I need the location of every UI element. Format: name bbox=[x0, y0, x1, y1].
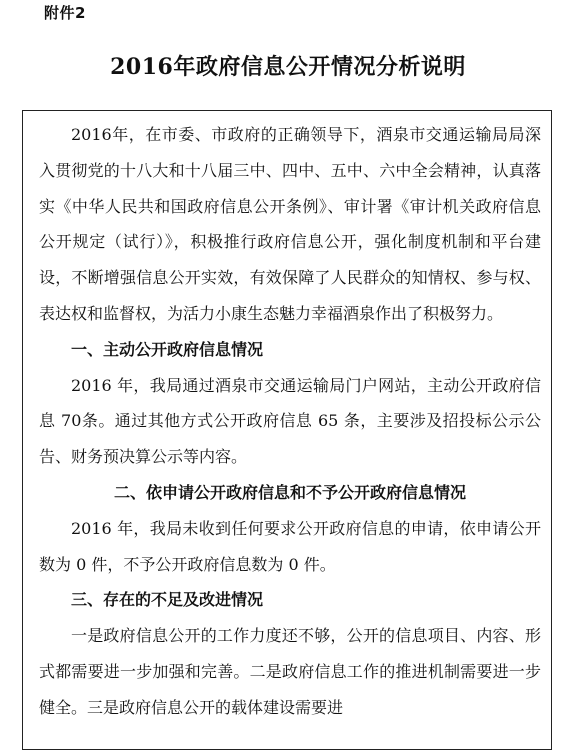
attachment-label: 附件2 bbox=[44, 4, 86, 22]
document-title: 2016年政府信息公开情况分析说明 bbox=[110, 54, 466, 80]
section-heading-shortcomings: 三、存在的不足及改进情况 bbox=[71, 590, 264, 610]
section-heading-application-disclosure: 二、依申请公开政府信息和不予公开政府信息情况 bbox=[113, 482, 466, 502]
section-body-application-disclosure: 2016 年，我局未收到任何要求公开政府信息的申请，依申请公开数为 0 件，不予公开政府信息数为 0 件。 bbox=[39, 518, 541, 574]
section-body-shortcomings: 一是政府信息公开的工作力度还不够，公开的信息项目、内容、形式都需要进一步加强和完善。二是政府信息工作的推进机制需要进一步健全。三是政府信息公开的载体建设需要进 bbox=[39, 626, 541, 717]
section-body-proactive-disclosure: 2016 年，我局通过酒泉市交通运输局门户网站，主动公开政府信息 70条。通过其他方式公开政府信息 65 条，主要涉及招投标公示公告、财务预决算公示等内容。 bbox=[39, 375, 541, 467]
intro-paragraph: 2016年，在市委、市政府的正确领导下，酒泉市交通运输局局深入贯彻党的十八大和十八届三中、四中、五中、六中全会精神，认真落实《中华人民共和国政府信息公开条例》、审计署《审计机关政府信息公开规定（试行）》，积极推行政府信息公开，强化制度机制和平台建设，不断增强信息公开实效，有效保障了人民群众的知情权、参与权、表达权和监督权，为活力小康生态魅力幸福酒泉作出了积极努力。 bbox=[39, 125, 541, 323]
section-heading-proactive-disclosure: 一、主动公开政府信息情况 bbox=[71, 339, 264, 359]
content-box bbox=[22, 110, 552, 750]
